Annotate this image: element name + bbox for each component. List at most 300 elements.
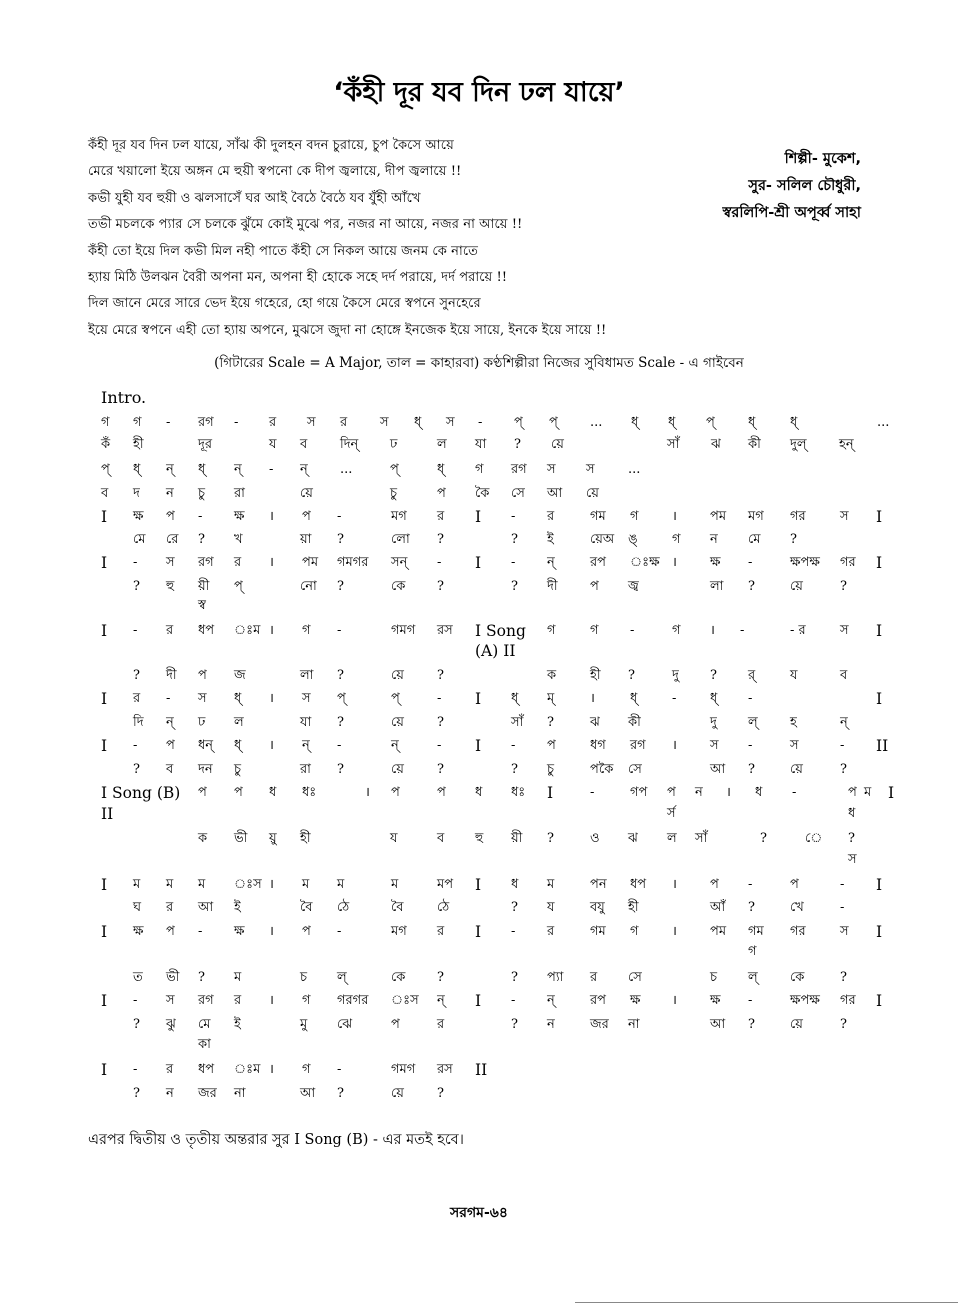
notation-cell: (A) II (475, 642, 516, 660)
notation-cell: সে (628, 970, 642, 985)
notation-cell: প্ (234, 579, 243, 594)
notation-cell: ধ্ (710, 691, 718, 706)
notation-cell: গ (630, 509, 639, 524)
notation-cell: গম (590, 924, 606, 939)
notation-cell: য়ে (586, 486, 599, 501)
notation-cell: র (234, 555, 242, 570)
notation-cell: স (307, 415, 316, 430)
notation-cell: ঠে (437, 900, 450, 915)
notation-cell: গম (748, 924, 764, 939)
notation-cell: হন্ (839, 437, 854, 452)
notation-cell: র (547, 509, 555, 524)
notation-row (0, 898, 958, 920)
notation-cell: ধ্ (748, 415, 756, 430)
notation-cell: - (437, 555, 442, 570)
notation-cell: ধ (475, 785, 483, 800)
notation-cell: - (234, 415, 239, 430)
notation-cell: স (840, 924, 849, 939)
notation-cell: II (101, 805, 114, 823)
lyric-line: হ্যায় মিঠি উলঝন বৈরী অপনা মন, অপনা হী হোকে সহে দর্দ পরায়ে, দর্দ পরায়ে !! (88, 269, 508, 285)
notation-cell: না (628, 1017, 640, 1032)
notation-cell: ক্ষ (710, 555, 721, 570)
notation-cell: ন্ (166, 462, 174, 477)
notation-cell: I (101, 876, 108, 894)
notation-cell: ধ্ (790, 415, 798, 430)
notation-cell: য়ু (269, 831, 277, 846)
notation-cell: মু (300, 1017, 308, 1032)
notation-cell: ? (840, 579, 847, 594)
notation-cell: আ (198, 900, 214, 915)
notation-cell: প (547, 738, 556, 753)
notation-cell: ? (628, 668, 635, 683)
notation-cell: ? (337, 579, 344, 594)
bottom-rule (575, 1302, 958, 1303)
notation-cell: - (672, 691, 677, 706)
notation-cell: ন্ (166, 715, 174, 730)
notation-cell: স (380, 415, 389, 430)
notation-cell: লা (710, 579, 724, 594)
notation-cell: রে (166, 532, 179, 547)
notation-cell: ? (437, 715, 444, 730)
notation-cell: ন্ (391, 738, 399, 753)
notation-cell: ? (133, 1017, 140, 1032)
notation-row (0, 621, 958, 643)
notation-cell: নো (300, 579, 317, 594)
notation-cell: ? (790, 532, 797, 547)
notation-cell: । (269, 555, 274, 570)
notation-cell: ক্ষ (630, 993, 641, 1008)
notation-row (0, 760, 958, 782)
notation-cell: বৈ (391, 900, 404, 915)
credits-block (723, 146, 861, 227)
notation-cell: আঁ (710, 900, 726, 915)
notation-cell: I (876, 992, 883, 1010)
notation-row (0, 596, 958, 618)
notation-cell: । (590, 691, 595, 706)
notation-cell: ঝ (628, 831, 638, 846)
notation-cell: ? (840, 762, 847, 777)
notation-cell: বযু (590, 900, 605, 915)
notation-cell: ? (437, 532, 444, 547)
notation-cell: ত (133, 970, 143, 985)
notation-cell: I (475, 992, 482, 1010)
notation-cell: ধপ (630, 877, 647, 892)
notation-cell: ভী (166, 970, 180, 985)
notation-cell: I Song (475, 622, 526, 640)
notation-cell: - (792, 785, 797, 800)
notation-cell: য়ে (391, 762, 404, 777)
notation-cell: খ (234, 532, 243, 547)
notation-cell: I Song (B) (101, 784, 181, 802)
notation-cell: ন (166, 486, 174, 501)
credit-composer: সুর- সলিল চৌধুরী, (748, 178, 861, 194)
lyrics-block (88, 133, 708, 344)
notation-row (0, 783, 958, 805)
notation-cell: ঠে (337, 900, 350, 915)
notation-cell: ? (437, 970, 444, 985)
notation-cell: - (133, 993, 138, 1008)
notation-cell: পম (302, 555, 319, 570)
notation-cell: - (748, 738, 753, 753)
notation-cell: । (365, 785, 370, 800)
notation-cell: । (269, 877, 274, 892)
notation-cell: । (672, 738, 677, 753)
notation-cell: ল্ (748, 970, 758, 985)
notation-block (0, 388, 958, 1108)
notation-cell: জ্ব (628, 579, 639, 594)
notation-cell: - (748, 993, 753, 1008)
notation-cell: ধ্ (630, 691, 638, 706)
lyric-line: কঁহী দূর যব দিন ঢল যায়ে, সাঁঝ কী দুলহন বদন চুরায়ে, চুপ কৈসে আয়ে (88, 138, 454, 153)
notation-cell: রগ (198, 555, 214, 570)
notation-cell: ঃম (234, 1062, 261, 1077)
notation-cell: । (269, 993, 274, 1008)
notation-cell: প (234, 785, 243, 800)
notation-cell: গ (672, 532, 681, 547)
notation-cell: র (269, 415, 277, 430)
notation-cell: ধ্ (631, 415, 639, 430)
notation-cell: প্যা (547, 970, 564, 985)
notation-cell: র (166, 623, 174, 638)
notation-cell: I (876, 554, 883, 572)
notation-cell: ঝে (337, 1017, 353, 1032)
notation-cell: স (302, 691, 311, 706)
notation-cell: ন্ (547, 993, 555, 1008)
notation-cell: সাঁ (667, 437, 680, 452)
notation-cell: । (269, 738, 274, 753)
notation-row (0, 1060, 958, 1082)
notation-row (0, 1015, 958, 1037)
notation-cell: - (590, 785, 595, 800)
notation-cell: ক্ষপক্ষ (790, 555, 820, 570)
notation-cell: ধ (755, 785, 763, 800)
notation-cell: ল (234, 715, 244, 730)
notation-cell: গর (840, 993, 856, 1008)
notation-cell: ঃক্ষ (630, 555, 660, 570)
notation-cell: ? (337, 532, 344, 547)
notation-cell: I (475, 508, 482, 526)
notation-cell: গ (630, 924, 639, 939)
notation-cell: রস (437, 623, 453, 638)
notation-cell: দু (672, 668, 679, 683)
notation-cell: ক্ষপক্ষ (790, 993, 820, 1008)
notation-cell: প (437, 486, 446, 501)
notation-cell: জ (234, 668, 246, 683)
notation-cell: প (198, 668, 207, 683)
notation-cell: স (446, 415, 455, 430)
notation-cell: । (672, 924, 677, 939)
notation-cell: চু (198, 486, 206, 501)
notation-row (0, 991, 958, 1013)
notation-cell: । (672, 877, 677, 892)
notation-cell: ন্ (302, 738, 310, 753)
notation-cell: স (547, 462, 556, 477)
notation-row (0, 829, 958, 851)
notation-cell: ? (198, 532, 205, 547)
notation-cell: I (101, 992, 108, 1010)
notation-cell: ল্ (748, 715, 758, 730)
intro-label: Intro. (101, 388, 147, 407)
notation-cell: প (848, 785, 857, 800)
notation-row (0, 507, 958, 529)
notation-cell: I (547, 784, 554, 802)
notation-cell: - (269, 462, 274, 477)
notation-cell: গম (590, 509, 606, 524)
notation-cell: ? (840, 1017, 847, 1032)
notation-cell: দী (166, 668, 177, 683)
notation-cell: - (198, 924, 203, 939)
notation-cell: । (269, 623, 274, 638)
notation-cell: য (790, 668, 798, 683)
notation-cell: না (234, 1086, 246, 1101)
notation-cell: চু (547, 762, 555, 777)
notation-cell: ই (547, 532, 554, 547)
notation-cell: প (302, 924, 311, 939)
notation-cell: ধ (269, 785, 277, 800)
notation-cell: দুল্ (790, 437, 807, 452)
notation-cell: । (269, 1062, 274, 1077)
notation-cell: য়ে (551, 437, 564, 452)
notation-cell: প্ (337, 691, 346, 706)
notation-row (0, 666, 958, 688)
notation-cell: ম্ (547, 691, 555, 706)
notation-cell: বৈ (300, 900, 313, 915)
notation-cell: স (848, 852, 857, 867)
notation-cell: - (437, 738, 442, 753)
notation-cell: প্ (706, 415, 715, 430)
notation-cell: ধপ (198, 623, 215, 638)
notation-cell: ব (166, 762, 174, 777)
notation-cell: - (511, 924, 516, 939)
notation-cell: । (269, 924, 274, 939)
notation-cell: প (667, 785, 676, 800)
notation-cell: ে (805, 831, 823, 846)
notation-cell: গর (840, 555, 856, 570)
scale-note: (গিটারের Scale = A Major, তাল = কাহারবা) কণ্ঠশিল্পীরা নিজের সুবিধামত Scale - এ গাইবেন (214, 355, 744, 371)
notation-cell: গ (590, 623, 599, 638)
notation-cell: ধ্ (198, 462, 206, 477)
notation-cell: - (166, 415, 171, 430)
notation-cell: যা (300, 715, 312, 730)
notation-cell: প (302, 509, 311, 524)
notation-cell: ধ্ (414, 415, 422, 430)
notation-cell: ধ (511, 877, 519, 892)
notation-cell: ধ্ (133, 462, 141, 477)
notation-cell: রপ (590, 993, 606, 1008)
notation-cell: কা (198, 1037, 211, 1052)
notation-row (0, 530, 958, 552)
notation-cell: য়ে (391, 1086, 404, 1101)
notation-cell: রগ (198, 415, 214, 430)
notation-cell: ব (101, 486, 109, 501)
notation-cell: স (586, 462, 595, 477)
notation-cell: য়ী (511, 831, 523, 846)
notation-cell: - (133, 738, 138, 753)
notation-cell: ? (511, 900, 518, 915)
notation-cell: ? (511, 1017, 518, 1032)
notation-cell: ক্ষ (710, 993, 721, 1008)
notation-cell: রা (234, 486, 245, 501)
notation-cell: সে (511, 486, 525, 501)
notation-cell: ? (133, 762, 140, 777)
notation-cell: ? (437, 668, 444, 683)
notation-cell: । (710, 623, 715, 638)
notation-cell: গর (790, 509, 806, 524)
notation-cell: I (475, 876, 482, 894)
notation-cell: গ (133, 415, 142, 430)
notation-cell: ধন্ (198, 738, 214, 753)
notation-cell: গ (302, 1062, 311, 1077)
notation-cell: ? (748, 900, 755, 915)
notation-cell: ক্ষ (133, 924, 144, 939)
notation-row (0, 922, 958, 944)
notation-cell: ন (547, 1017, 555, 1032)
notation-cell: ? (748, 762, 755, 777)
notation-cell: - (133, 555, 138, 570)
notation-cell: য়ী (198, 579, 210, 594)
notation-cell: ... (590, 415, 603, 430)
notation-cell: য (269, 437, 277, 452)
notation-cell: ল (437, 437, 447, 452)
notation-cell: র (340, 415, 348, 430)
lyric-line: কঁহী তো ইয়ে দিল কভী মিল নহী পাতে কঁহী সে নিকল আয়ে জনম কে নাতে (88, 243, 479, 259)
notation-row (0, 968, 958, 990)
notation-cell: দি (133, 715, 144, 730)
notation-cell: চু (234, 762, 242, 777)
notation-cell: ন্ (300, 462, 308, 477)
notation-cell: লা (300, 668, 314, 683)
notation-cell: র (133, 691, 141, 706)
notation-cell: দূর (198, 437, 212, 452)
notation-cell: গ (475, 462, 484, 477)
notation-row (0, 460, 958, 482)
notation-cell: প্ (391, 691, 400, 706)
notation-row (0, 641, 958, 663)
notation-cell: ? (133, 579, 140, 594)
notation-cell: সাঁ (511, 715, 524, 730)
notation-cell: ? (437, 762, 444, 777)
notation-cell: প (166, 509, 175, 524)
notation-cell: ধ্ (437, 462, 445, 477)
notation-row (0, 942, 958, 964)
notation-cell: - (166, 691, 171, 706)
notation-cell: ক্ষ (133, 509, 144, 524)
notation-cell: গ (101, 415, 110, 430)
notation-cell: গ (547, 623, 556, 638)
notation-cell: মগ (391, 509, 407, 524)
notation-cell: ঝু (166, 1017, 176, 1032)
notation-cell: ধঃ (302, 785, 317, 800)
notation-cell: ? (437, 1086, 444, 1101)
notation-cell: - (748, 691, 753, 706)
notation-cell: সাঁ (695, 831, 708, 846)
lyric-line: মেরে খয়ালো ইয়ে অঙ্গন মে হুয়ী স্বপনো কে দীপ জ্বলায়ে, দীপ জ্বলায়ে !! (88, 164, 462, 180)
notation-cell: ন্ (547, 555, 555, 570)
notation-cell: কে (790, 970, 805, 985)
notation-row (0, 689, 958, 711)
notation-cell: গমগ (391, 623, 416, 638)
notation-cell: ন্ (437, 993, 445, 1008)
notation-cell: ঙ্ (628, 532, 638, 547)
notation-cell: - (198, 509, 203, 524)
notation-cell: চ (710, 970, 718, 985)
notation-cell: সে (628, 762, 642, 777)
notation-cell: প্ (549, 415, 558, 430)
notation-cell: প (710, 877, 719, 892)
notation-cell: - (133, 1062, 138, 1077)
notation-cell: স (790, 738, 799, 753)
notation-cell: আ (300, 1086, 316, 1101)
notation-cell: য়ে (300, 486, 313, 501)
notation-cell: য়ে (790, 579, 803, 594)
notation-cell: - (740, 623, 745, 638)
notation-cell: ? (748, 1017, 755, 1032)
notation-cell: ধঃ (511, 785, 526, 800)
notation-cell: ? (511, 579, 518, 594)
notation-cell: I (475, 737, 482, 755)
notation-cell: আ (710, 762, 726, 777)
notation-cell: ম (391, 877, 399, 892)
notation-cell: - (133, 623, 138, 638)
notation-cell: পন (590, 877, 607, 892)
notation-cell: - (511, 993, 516, 1008)
notation-cell: হী (300, 831, 311, 846)
notation-cell: রগ (630, 738, 646, 753)
notation-cell: I (101, 923, 108, 941)
notation-cell: প (198, 785, 207, 800)
notation-cell: র্ (748, 668, 756, 683)
notation-cell: I (888, 784, 895, 802)
notation-cell: দী (547, 579, 558, 594)
notation-row (0, 1084, 958, 1106)
notation-cell: ধপ (198, 1062, 215, 1077)
notation-cell: য়ে (391, 715, 404, 730)
notation-cell: ধ্ (234, 738, 242, 753)
notation-cell: য়ে (790, 762, 803, 777)
notation-cell: I (101, 690, 108, 708)
notation-cell: সন্ (391, 555, 408, 570)
notation-cell: - (748, 877, 753, 892)
notation-cell: কী (748, 437, 761, 452)
notation-cell: ধ্ (234, 691, 242, 706)
lyric-line: কভী যুহী যব হুয়ী ও ঝলসাসেঁ ঘর আই বৈঠে বৈঠে যব যুঁহী আঁখে (88, 190, 421, 206)
notation-cell: ঘ (133, 900, 142, 915)
notation-cell: গ (302, 993, 311, 1008)
notation-cell: কঁ (101, 437, 111, 452)
notation-cell: স (166, 555, 175, 570)
notation-cell: আ (547, 486, 563, 501)
notation-cell: য়া (300, 532, 312, 547)
notation-cell: ম (198, 877, 206, 892)
notation-cell: ম (166, 877, 174, 892)
notation-cell: হ (790, 715, 797, 730)
notation-cell: ই (234, 1017, 241, 1032)
notation-cell: প (166, 738, 175, 753)
notation-cell: - (748, 555, 753, 570)
page-number: সরগম-৬৪ (450, 1205, 508, 1221)
notation-cell: হী (133, 437, 144, 452)
notation-cell: মগ (391, 924, 407, 939)
notation-cell: ... (877, 415, 890, 430)
notation-cell: ? (840, 970, 847, 985)
notation-cell: ঝ (590, 715, 600, 730)
notation-cell: ? (848, 831, 855, 846)
notation-cell: প (166, 924, 175, 939)
notation-cell: ঃস (234, 877, 262, 892)
notation-cell: স (710, 738, 719, 753)
notation-cell: I (101, 1061, 108, 1079)
notation-cell: র (437, 1017, 445, 1032)
